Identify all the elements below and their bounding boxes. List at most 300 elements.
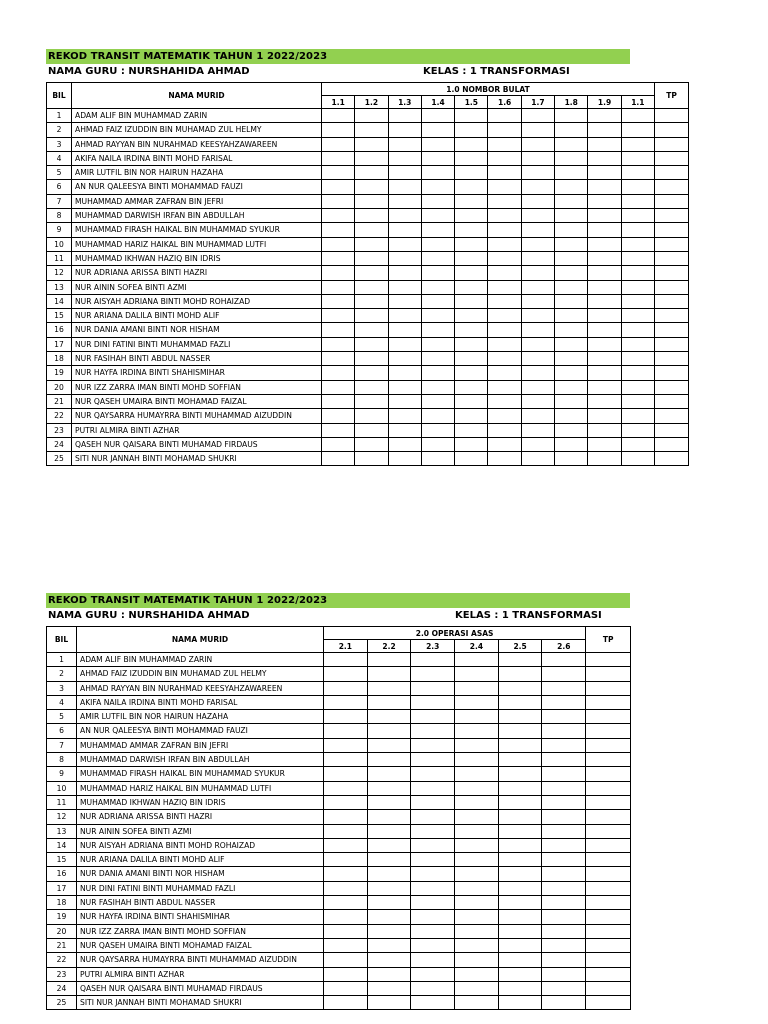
score-cell[interactable] xyxy=(555,151,588,165)
score-cell[interactable] xyxy=(521,280,554,294)
score-cell[interactable] xyxy=(621,380,654,394)
score-cell[interactable] xyxy=(355,194,388,208)
score-cell[interactable] xyxy=(322,166,355,180)
score-cell[interactable] xyxy=(498,695,542,709)
score-cell[interactable] xyxy=(421,180,454,194)
tp-cell[interactable] xyxy=(586,881,631,895)
score-cell[interactable] xyxy=(542,724,586,738)
score-cell[interactable] xyxy=(411,695,455,709)
score-cell[interactable] xyxy=(455,710,499,724)
score-cell[interactable] xyxy=(455,910,499,924)
score-cell[interactable] xyxy=(588,251,621,265)
score-cell[interactable] xyxy=(588,137,621,151)
score-cell[interactable] xyxy=(498,667,542,681)
score-cell[interactable] xyxy=(521,151,554,165)
score-cell[interactable] xyxy=(411,810,455,824)
score-cell[interactable] xyxy=(455,194,488,208)
score-cell[interactable] xyxy=(324,953,368,967)
tp-cell[interactable] xyxy=(586,838,631,852)
score-cell[interactable] xyxy=(588,409,621,423)
tp-cell[interactable] xyxy=(655,209,689,223)
score-cell[interactable] xyxy=(455,237,488,251)
score-cell[interactable] xyxy=(521,437,554,451)
score-cell[interactable] xyxy=(542,667,586,681)
score-cell[interactable] xyxy=(488,223,521,237)
score-cell[interactable] xyxy=(455,938,499,952)
score-cell[interactable] xyxy=(421,409,454,423)
score-cell[interactable] xyxy=(367,781,411,795)
tp-cell[interactable] xyxy=(655,180,689,194)
score-cell[interactable] xyxy=(555,380,588,394)
score-cell[interactable] xyxy=(542,781,586,795)
score-cell[interactable] xyxy=(411,938,455,952)
score-cell[interactable] xyxy=(367,710,411,724)
score-cell[interactable] xyxy=(498,681,542,695)
tp-cell[interactable] xyxy=(586,653,631,667)
tp-cell[interactable] xyxy=(655,437,689,451)
score-cell[interactable] xyxy=(411,924,455,938)
score-cell[interactable] xyxy=(498,824,542,838)
tp-cell[interactable] xyxy=(586,667,631,681)
tp-cell[interactable] xyxy=(655,137,689,151)
score-cell[interactable] xyxy=(411,996,455,1010)
tp-cell[interactable] xyxy=(586,781,631,795)
tp-cell[interactable] xyxy=(655,294,689,308)
score-cell[interactable] xyxy=(555,437,588,451)
score-cell[interactable] xyxy=(455,695,499,709)
score-cell[interactable] xyxy=(411,881,455,895)
score-cell[interactable] xyxy=(498,795,542,809)
score-cell[interactable] xyxy=(542,896,586,910)
score-cell[interactable] xyxy=(555,352,588,366)
score-cell[interactable] xyxy=(388,180,421,194)
score-cell[interactable] xyxy=(388,251,421,265)
score-cell[interactable] xyxy=(588,309,621,323)
score-cell[interactable] xyxy=(367,910,411,924)
score-cell[interactable] xyxy=(367,738,411,752)
score-cell[interactable] xyxy=(588,366,621,380)
score-cell[interactable] xyxy=(521,137,554,151)
score-cell[interactable] xyxy=(455,996,499,1010)
score-cell[interactable] xyxy=(455,681,499,695)
score-cell[interactable] xyxy=(521,123,554,137)
score-cell[interactable] xyxy=(542,924,586,938)
score-cell[interactable] xyxy=(355,352,388,366)
score-cell[interactable] xyxy=(367,795,411,809)
score-cell[interactable] xyxy=(388,109,421,123)
score-cell[interactable] xyxy=(621,123,654,137)
score-cell[interactable] xyxy=(324,753,368,767)
score-cell[interactable] xyxy=(521,109,554,123)
score-cell[interactable] xyxy=(455,967,499,981)
score-cell[interactable] xyxy=(542,838,586,852)
score-cell[interactable] xyxy=(421,423,454,437)
tp-cell[interactable] xyxy=(586,738,631,752)
score-cell[interactable] xyxy=(455,896,499,910)
score-cell[interactable] xyxy=(322,280,355,294)
score-cell[interactable] xyxy=(521,409,554,423)
score-cell[interactable] xyxy=(455,166,488,180)
score-cell[interactable] xyxy=(521,380,554,394)
tp-cell[interactable] xyxy=(586,681,631,695)
tp-cell[interactable] xyxy=(586,810,631,824)
score-cell[interactable] xyxy=(421,109,454,123)
score-cell[interactable] xyxy=(355,166,388,180)
tp-cell[interactable] xyxy=(655,109,689,123)
score-cell[interactable] xyxy=(542,795,586,809)
score-cell[interactable] xyxy=(542,910,586,924)
tp-cell[interactable] xyxy=(586,924,631,938)
score-cell[interactable] xyxy=(455,753,499,767)
score-cell[interactable] xyxy=(455,437,488,451)
tp-cell[interactable] xyxy=(655,423,689,437)
score-cell[interactable] xyxy=(388,209,421,223)
score-cell[interactable] xyxy=(367,981,411,995)
score-cell[interactable] xyxy=(388,394,421,408)
score-cell[interactable] xyxy=(324,810,368,824)
score-cell[interactable] xyxy=(388,380,421,394)
score-cell[interactable] xyxy=(324,738,368,752)
score-cell[interactable] xyxy=(498,924,542,938)
score-cell[interactable] xyxy=(521,423,554,437)
tp-cell[interactable] xyxy=(655,123,689,137)
score-cell[interactable] xyxy=(498,781,542,795)
score-cell[interactable] xyxy=(542,867,586,881)
score-cell[interactable] xyxy=(455,810,499,824)
score-cell[interactable] xyxy=(388,280,421,294)
score-cell[interactable] xyxy=(322,180,355,194)
score-cell[interactable] xyxy=(421,352,454,366)
score-cell[interactable] xyxy=(421,209,454,223)
score-cell[interactable] xyxy=(388,337,421,351)
score-cell[interactable] xyxy=(588,209,621,223)
score-cell[interactable] xyxy=(355,366,388,380)
score-cell[interactable] xyxy=(498,653,542,667)
score-cell[interactable] xyxy=(411,838,455,852)
score-cell[interactable] xyxy=(542,996,586,1010)
score-cell[interactable] xyxy=(367,667,411,681)
score-cell[interactable] xyxy=(421,223,454,237)
score-cell[interactable] xyxy=(355,266,388,280)
score-cell[interactable] xyxy=(588,180,621,194)
score-cell[interactable] xyxy=(324,910,368,924)
score-cell[interactable] xyxy=(421,294,454,308)
score-cell[interactable] xyxy=(324,881,368,895)
score-cell[interactable] xyxy=(324,867,368,881)
score-cell[interactable] xyxy=(455,667,499,681)
score-cell[interactable] xyxy=(367,681,411,695)
score-cell[interactable] xyxy=(588,223,621,237)
score-cell[interactable] xyxy=(367,996,411,1010)
score-cell[interactable] xyxy=(555,251,588,265)
score-cell[interactable] xyxy=(421,166,454,180)
score-cell[interactable] xyxy=(488,151,521,165)
score-cell[interactable] xyxy=(367,753,411,767)
score-cell[interactable] xyxy=(455,981,499,995)
score-cell[interactable] xyxy=(388,237,421,251)
score-cell[interactable] xyxy=(367,767,411,781)
score-cell[interactable] xyxy=(388,266,421,280)
score-cell[interactable] xyxy=(322,380,355,394)
score-cell[interactable] xyxy=(411,967,455,981)
score-cell[interactable] xyxy=(411,753,455,767)
tp-cell[interactable] xyxy=(586,967,631,981)
score-cell[interactable] xyxy=(488,394,521,408)
tp-cell[interactable] xyxy=(655,280,689,294)
score-cell[interactable] xyxy=(542,681,586,695)
score-cell[interactable] xyxy=(455,266,488,280)
score-cell[interactable] xyxy=(322,423,355,437)
tp-cell[interactable] xyxy=(586,795,631,809)
score-cell[interactable] xyxy=(388,323,421,337)
score-cell[interactable] xyxy=(324,681,368,695)
score-cell[interactable] xyxy=(367,653,411,667)
tp-cell[interactable] xyxy=(586,710,631,724)
score-cell[interactable] xyxy=(455,953,499,967)
score-cell[interactable] xyxy=(555,166,588,180)
score-cell[interactable] xyxy=(455,795,499,809)
score-cell[interactable] xyxy=(367,967,411,981)
score-cell[interactable] xyxy=(421,280,454,294)
score-cell[interactable] xyxy=(455,394,488,408)
score-cell[interactable] xyxy=(324,653,368,667)
tp-cell[interactable] xyxy=(586,853,631,867)
score-cell[interactable] xyxy=(455,423,488,437)
score-cell[interactable] xyxy=(367,838,411,852)
score-cell[interactable] xyxy=(555,180,588,194)
score-cell[interactable] xyxy=(542,738,586,752)
score-cell[interactable] xyxy=(355,380,388,394)
score-cell[interactable] xyxy=(588,237,621,251)
score-cell[interactable] xyxy=(588,437,621,451)
score-cell[interactable] xyxy=(488,337,521,351)
tp-cell[interactable] xyxy=(586,867,631,881)
score-cell[interactable] xyxy=(411,853,455,867)
score-cell[interactable] xyxy=(411,781,455,795)
score-cell[interactable] xyxy=(555,280,588,294)
score-cell[interactable] xyxy=(455,838,499,852)
score-cell[interactable] xyxy=(521,452,554,466)
score-cell[interactable] xyxy=(521,209,554,223)
score-cell[interactable] xyxy=(521,266,554,280)
score-cell[interactable] xyxy=(621,180,654,194)
score-cell[interactable] xyxy=(455,724,499,738)
tp-cell[interactable] xyxy=(586,981,631,995)
score-cell[interactable] xyxy=(421,323,454,337)
score-cell[interactable] xyxy=(555,266,588,280)
score-cell[interactable] xyxy=(521,337,554,351)
score-cell[interactable] xyxy=(367,810,411,824)
score-cell[interactable] xyxy=(498,981,542,995)
score-cell[interactable] xyxy=(621,309,654,323)
tp-cell[interactable] xyxy=(655,366,689,380)
score-cell[interactable] xyxy=(324,781,368,795)
score-cell[interactable] xyxy=(621,394,654,408)
score-cell[interactable] xyxy=(322,309,355,323)
score-cell[interactable] xyxy=(421,151,454,165)
tp-cell[interactable] xyxy=(586,724,631,738)
score-cell[interactable] xyxy=(588,337,621,351)
score-cell[interactable] xyxy=(498,996,542,1010)
score-cell[interactable] xyxy=(322,123,355,137)
score-cell[interactable] xyxy=(324,710,368,724)
score-cell[interactable] xyxy=(455,180,488,194)
tp-cell[interactable] xyxy=(586,824,631,838)
score-cell[interactable] xyxy=(421,137,454,151)
score-cell[interactable] xyxy=(498,767,542,781)
score-cell[interactable] xyxy=(388,123,421,137)
tp-cell[interactable] xyxy=(586,953,631,967)
score-cell[interactable] xyxy=(322,337,355,351)
tp-cell[interactable] xyxy=(655,223,689,237)
score-cell[interactable] xyxy=(542,881,586,895)
score-cell[interactable] xyxy=(521,294,554,308)
score-cell[interactable] xyxy=(621,423,654,437)
score-cell[interactable] xyxy=(322,251,355,265)
score-cell[interactable] xyxy=(324,996,368,1010)
score-cell[interactable] xyxy=(388,223,421,237)
score-cell[interactable] xyxy=(324,795,368,809)
tp-cell[interactable] xyxy=(586,753,631,767)
score-cell[interactable] xyxy=(322,194,355,208)
score-cell[interactable] xyxy=(488,237,521,251)
score-cell[interactable] xyxy=(621,366,654,380)
tp-cell[interactable] xyxy=(655,309,689,323)
score-cell[interactable] xyxy=(521,180,554,194)
score-cell[interactable] xyxy=(488,251,521,265)
score-cell[interactable] xyxy=(455,323,488,337)
score-cell[interactable] xyxy=(455,824,499,838)
score-cell[interactable] xyxy=(355,437,388,451)
score-cell[interactable] xyxy=(621,337,654,351)
score-cell[interactable] xyxy=(542,753,586,767)
score-cell[interactable] xyxy=(542,938,586,952)
score-cell[interactable] xyxy=(498,938,542,952)
score-cell[interactable] xyxy=(621,323,654,337)
score-cell[interactable] xyxy=(355,394,388,408)
score-cell[interactable] xyxy=(455,251,488,265)
score-cell[interactable] xyxy=(498,881,542,895)
score-cell[interactable] xyxy=(355,123,388,137)
score-cell[interactable] xyxy=(455,337,488,351)
score-cell[interactable] xyxy=(521,366,554,380)
score-cell[interactable] xyxy=(324,824,368,838)
score-cell[interactable] xyxy=(367,881,411,895)
score-cell[interactable] xyxy=(355,280,388,294)
score-cell[interactable] xyxy=(521,237,554,251)
score-cell[interactable] xyxy=(555,337,588,351)
score-cell[interactable] xyxy=(542,767,586,781)
score-cell[interactable] xyxy=(488,366,521,380)
tp-cell[interactable] xyxy=(655,409,689,423)
score-cell[interactable] xyxy=(355,209,388,223)
score-cell[interactable] xyxy=(411,981,455,995)
score-cell[interactable] xyxy=(355,309,388,323)
score-cell[interactable] xyxy=(455,881,499,895)
score-cell[interactable] xyxy=(542,967,586,981)
score-cell[interactable] xyxy=(322,151,355,165)
score-cell[interactable] xyxy=(421,266,454,280)
score-cell[interactable] xyxy=(322,366,355,380)
score-cell[interactable] xyxy=(621,223,654,237)
score-cell[interactable] xyxy=(488,294,521,308)
score-cell[interactable] xyxy=(367,938,411,952)
score-cell[interactable] xyxy=(621,137,654,151)
score-cell[interactable] xyxy=(488,323,521,337)
tp-cell[interactable] xyxy=(655,151,689,165)
tp-cell[interactable] xyxy=(586,767,631,781)
score-cell[interactable] xyxy=(555,366,588,380)
score-cell[interactable] xyxy=(588,166,621,180)
score-cell[interactable] xyxy=(498,810,542,824)
score-cell[interactable] xyxy=(455,309,488,323)
score-cell[interactable] xyxy=(488,137,521,151)
score-cell[interactable] xyxy=(621,151,654,165)
score-cell[interactable] xyxy=(588,280,621,294)
score-cell[interactable] xyxy=(555,394,588,408)
score-cell[interactable] xyxy=(621,194,654,208)
score-cell[interactable] xyxy=(322,223,355,237)
score-cell[interactable] xyxy=(488,280,521,294)
score-cell[interactable] xyxy=(488,166,521,180)
score-cell[interactable] xyxy=(355,294,388,308)
score-cell[interactable] xyxy=(555,194,588,208)
score-cell[interactable] xyxy=(488,123,521,137)
score-cell[interactable] xyxy=(322,209,355,223)
score-cell[interactable] xyxy=(355,237,388,251)
score-cell[interactable] xyxy=(324,667,368,681)
score-cell[interactable] xyxy=(521,309,554,323)
score-cell[interactable] xyxy=(621,280,654,294)
score-cell[interactable] xyxy=(388,294,421,308)
score-cell[interactable] xyxy=(542,710,586,724)
score-cell[interactable] xyxy=(521,352,554,366)
score-cell[interactable] xyxy=(411,953,455,967)
score-cell[interactable] xyxy=(542,653,586,667)
score-cell[interactable] xyxy=(388,166,421,180)
score-cell[interactable] xyxy=(411,867,455,881)
score-cell[interactable] xyxy=(455,109,488,123)
score-cell[interactable] xyxy=(367,953,411,967)
score-cell[interactable] xyxy=(411,824,455,838)
score-cell[interactable] xyxy=(455,452,488,466)
score-cell[interactable] xyxy=(421,380,454,394)
tp-cell[interactable] xyxy=(655,337,689,351)
score-cell[interactable] xyxy=(322,352,355,366)
score-cell[interactable] xyxy=(488,437,521,451)
score-cell[interactable] xyxy=(455,223,488,237)
tp-cell[interactable] xyxy=(655,394,689,408)
score-cell[interactable] xyxy=(322,323,355,337)
score-cell[interactable] xyxy=(498,910,542,924)
score-cell[interactable] xyxy=(555,237,588,251)
score-cell[interactable] xyxy=(355,109,388,123)
score-cell[interactable] xyxy=(367,824,411,838)
score-cell[interactable] xyxy=(542,953,586,967)
score-cell[interactable] xyxy=(455,352,488,366)
score-cell[interactable] xyxy=(588,323,621,337)
score-cell[interactable] xyxy=(555,323,588,337)
score-cell[interactable] xyxy=(324,981,368,995)
score-cell[interactable] xyxy=(521,166,554,180)
score-cell[interactable] xyxy=(411,724,455,738)
score-cell[interactable] xyxy=(421,437,454,451)
score-cell[interactable] xyxy=(455,853,499,867)
score-cell[interactable] xyxy=(555,137,588,151)
score-cell[interactable] xyxy=(555,423,588,437)
score-cell[interactable] xyxy=(498,967,542,981)
score-cell[interactable] xyxy=(388,194,421,208)
